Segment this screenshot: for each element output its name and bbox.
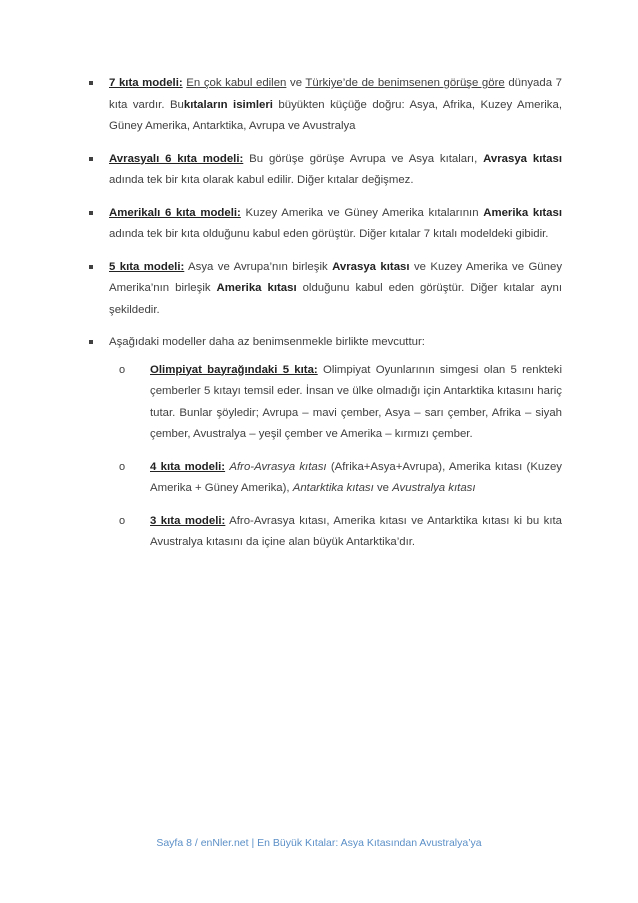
bold-text: Amerika kıtası — [483, 206, 562, 219]
text-run: ve — [373, 482, 393, 494]
bold-text: kıtaların isimleri — [183, 98, 273, 111]
sub-item-text — [150, 360, 562, 446]
bold-text: 5 kıta modeli: — [109, 260, 185, 273]
bold-text: 7 kıta modeli: — [109, 77, 183, 89]
italic-text: Antarktika kıtası — [292, 482, 374, 494]
bullet-item — [88, 332, 562, 554]
text-run: adında tek bir kıta olarak kabul edilir. Diğer kıtalar değişmez. — [109, 174, 414, 186]
text-run: Asya ve Avrupa’nın birleşik — [184, 260, 333, 273]
text-run: En çok kabul edilen — [186, 77, 287, 89]
text-run: Türkiye’de de benimsenen görüşe göre — [305, 77, 505, 89]
bullet-text — [109, 257, 562, 322]
bullet-text — [109, 149, 562, 192]
bold-text: Avrasya kıtası — [332, 260, 410, 273]
sub-item-text — [150, 511, 562, 554]
italic-text: Afro-Avrasya kıtası — [229, 460, 327, 473]
text-run: ve — [286, 77, 306, 89]
circle-bullet-icon: o — [119, 514, 126, 527]
text-run: Kuzey Amerika ve Güney Amerika kıtalarının — [240, 206, 484, 219]
text-run: adında tek bir kıta olduğunu kabul eden görüştür. Diğer kıtalar 7 kıtalı modeldeki gibidir. — [109, 228, 549, 240]
text-run: Afro-Avrasya kıtası, Amerika kıtası ve Antarktika kıtası ki bu kıta Avustralya kıtasını da içine alan büyük Antarktika’dır. — [150, 514, 562, 548]
text-run: (Afrika+Asya+Avrupa), Amerika kıtası (Kuzey Amerika + Güney Amerika), — [150, 460, 562, 494]
bold-text: 4 kıta modeli: — [150, 460, 226, 473]
bold-text: Avrasyalı 6 kıta modeli: — [109, 152, 244, 165]
bullet-item — [88, 257, 562, 322]
bullet-text — [109, 203, 562, 246]
sub-list — [109, 360, 562, 554]
bullet-item — [88, 73, 562, 138]
page-content — [88, 73, 562, 565]
text-run: ve Kuzey Amerika ve Güney Amerika’nın birleşik — [109, 260, 563, 294]
bold-text: Olimpiyat bayrağındaki 5 kıta: — [150, 363, 318, 376]
bullet-item — [88, 203, 562, 246]
text-run: Aşağıdaki modeller daha az benimsenmekle birlikte mevcuttur: — [109, 336, 425, 348]
text-run: Olimpiyat Oyunlarının simgesi olan 5 renkteki çemberler 5 kıtayı temsil eder. İnsan ve ülke olmadığı için Antarktika kıtasını hariç tutar. Bunlar şöyledir; Avrupa – mavi çember, Asya – sarı çember, Afrika – siyah çember, Avustralya – yeşil çember ve Amerika – kırmızı çember. — [150, 363, 562, 440]
bullet-item — [88, 149, 562, 192]
bold-text: 3 kıta modeli: — [150, 514, 226, 527]
sub-item-text — [150, 457, 562, 500]
bold-text: Amerika kıtası — [216, 282, 297, 294]
bold-text: Amerikalı 6 kıta modeli: — [109, 206, 241, 219]
italic-text: Avustralya kıtası — [392, 482, 476, 494]
circle-bullet-icon: o — [119, 363, 126, 376]
circle-bullet-icon: o — [119, 460, 126, 473]
bold-text: Avrasya kıtası — [483, 152, 563, 165]
page-footer: Sayfa 8 / enNler.net | En Büyük Kıtalar: Asya Kıtasından Avustralya’ya — [156, 837, 482, 849]
text-run: olduğunu kabul eden görüştür. Diğer kıtalar aynı şekildedir. — [109, 282, 562, 316]
bullet-text — [109, 332, 562, 354]
text-run: büyükten küçüğe doğru: Asya, Afrika, Kuzey Amerika, Güney Amerika, Antarktika, Avrupa ve Avustralya — [109, 98, 562, 132]
sub-list-item — [119, 360, 562, 446]
text-run: dünyada 7 kıta vardır. Bu — [109, 77, 562, 111]
sub-list-item — [119, 457, 562, 500]
bullet-text — [109, 73, 562, 138]
sub-list-item — [119, 511, 562, 554]
text-run: Bu görüşe görüşe Avrupa ve Asya kıtaları, — [243, 152, 484, 165]
